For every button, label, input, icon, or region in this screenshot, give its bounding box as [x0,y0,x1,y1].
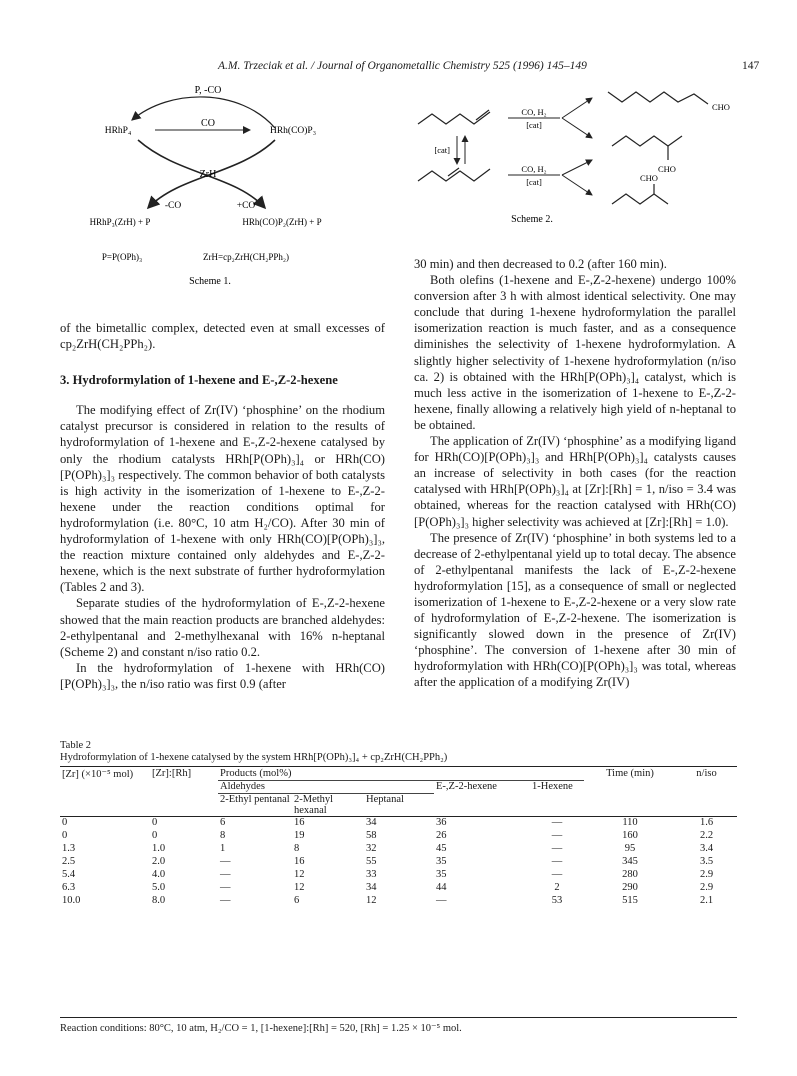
cell-ethyl: — [220,882,231,893]
cell-niso: 2.1 [699,895,714,906]
cell-time: 95 [624,843,636,854]
heptanal-structure [608,92,708,104]
table-top-rule [60,766,737,767]
section-heading: 3. Hydroformylation of 1-hexene and E-,Z-2-hexene [60,373,338,388]
header-1hexene: 1-Hexene [530,781,584,794]
cell-e2hexene: 35 [436,856,447,867]
cell-zr: 1.3 [62,843,76,854]
lower-conditions: CO, H₂ [521,164,547,174]
scheme1-arrow-label: CO [201,118,215,129]
scheme-2-diagram [412,80,752,230]
left-column [60,320,385,692]
header-time: Time (min) [606,768,654,779]
right-paragraph-1: 30 min) and then decreased to 0.2 (after 160 min). [414,257,667,271]
2-ethylpentanal-structure [612,194,668,204]
scheme1-legend-zrh: ZrH=cp₂ZrH(CH₂PPh₂) [203,252,289,262]
right-paragraph-4: The presence of Zr(IV) ‘phosphine’ in both systems led to a decrease of 2-ethylpentanal yield up to total decay. The absence of 2-ethylpentanal manifests the lack of E-,Z-2-hexene hydroformylation [15], as a consequence of small or neglected isomerization of 1-hexene to E-,Z-2-hexene or a very slow rate of hydroformylation of E-,Z-2-hexene. The isomerization is significantly slowed down in the presence of Zr(IV) ‘phosphine’. The conversion of 1-hexene after 30 min of hydroformylation with HRh(CO)[P(OPh)₃]₃ was total, whereas after the application of a modifying Zr(IV) [414,530,736,690]
cell-ethyl: 1 [220,843,226,854]
cell-ratio: 0 [152,817,158,828]
table-row [60,817,737,831]
cell-methyl: 12 [294,882,305,893]
header-niso: n/iso [696,768,717,779]
cell-e2hexene: 44 [436,882,447,893]
scheme-1-diagram [60,80,360,295]
cell-ratio: 8.0 [152,895,166,906]
header-ratio: [Zr]:[Rh] [152,768,192,779]
arrow-to-ethylpentanal [562,175,592,195]
cell-ethyl: 6 [220,817,226,828]
cell-methyl: 19 [294,830,305,841]
cell-ratio: 0 [152,830,158,841]
cell-ratio: 5.0 [152,882,166,893]
table-header-row-1 [60,768,737,781]
header-heptanal: Heptanal [364,794,434,817]
scheme1-center-label: ZrH [199,169,217,180]
cell-ethyl: — [220,895,231,906]
cell-e2hexene: 45 [436,843,447,854]
table-2 [60,768,737,908]
cell-zr: 10.0 [62,895,81,906]
table-body [60,817,737,909]
cell-e2hexene: — [436,895,447,906]
cell-zr: 2.5 [62,856,76,867]
cell-hexene1: — [551,843,563,854]
upper-cat: [cat] [526,120,542,130]
cell-niso: 2.9 [699,869,714,880]
cell-ethyl: — [220,856,231,867]
left-paragraph-1: of the bimetallic complex, detected even at small excesses of cp₂ZrH(CH₂PPh₂). [60,321,385,352]
scheme1-minus-co: -CO [164,201,182,211]
cell-niso: 3.4 [699,843,714,854]
scheme1-left-top: HRhP₄ [104,126,132,136]
cho-bottom: CHO [640,173,658,183]
2-methylhexanal-structure [612,136,682,146]
cell-methyl: 6 [294,895,300,906]
table-header-row-2 [60,781,737,794]
cell-methyl: 12 [294,869,305,880]
cell-niso: 1.6 [699,817,714,828]
cell-methyl: 16 [294,856,305,867]
cell-time: 345 [622,856,638,867]
cell-heptanal: 32 [366,843,377,854]
scheme1-left-bottom: HRhP₃(ZrH) + P [89,217,151,227]
arrow-to-methylhexanal-2 [562,160,592,175]
header-products: Products (mol%) [220,768,292,779]
cell-time: 515 [622,895,638,906]
cell-niso: 2.2 [699,830,714,841]
header-aldehydes: Aldehydes [218,781,434,794]
cell-ratio: 4.0 [152,869,166,880]
cell-niso: 2.9 [699,882,714,893]
cell-hexene1: 2 [554,882,560,893]
cell-time: 160 [622,830,638,841]
cell-ethyl: 8 [220,830,226,841]
cell-ratio: 2.0 [152,856,166,867]
cell-heptanal: 34 [366,817,377,828]
right-paragraph-2: Both olefins (1-hexene and E-,Z-2-hexene) undergo 100% conversion after 3 h with almost identical selectivity. One may conclude that during 1-hexene hydroformylation the parallel isomerization reaction is much faster, and as a consequence diminishes the selectivity of 1-hexene hydroformylation. A slightly higher selectivity of 1-hexene hydroformylation (n/iso ca. 2) is obtained with the HRh[P(OPh)₃]₄ catalyst, which is much less active in the isomerization of 1-hexene to E-,Z-2-hexene, finally allowing a relatively high yield of n-heptanal to be obtained. [414,273,736,432]
arrow-to-heptanal [562,98,592,118]
scheme1-plus-co: +CO [236,201,256,211]
table-row [60,895,737,908]
upper-conditions: CO, H₂ [521,107,547,117]
cell-zr: 0 [62,830,68,841]
iso-cat-label: [cat] [434,145,450,155]
page-number: 147 [742,60,760,72]
cell-hexene1: — [551,856,563,867]
cell-e2hexene: 26 [436,830,447,841]
lower-cat: [cat] [526,177,542,187]
running-header [0,60,797,78]
cell-time: 280 [622,869,638,880]
scheme1-caption: Scheme 1. [189,276,231,287]
cell-hexene1: — [551,817,563,828]
cell-heptanal: 55 [366,856,377,867]
cell-methyl: 16 [294,817,305,828]
scheme2-caption: Scheme 2. [511,214,553,225]
scheme1-right-top: HRh(CO)P₃ [269,126,317,136]
left-paragraph-2: The modifying effect of Zr(IV) ‘phosphine’ on the rhodium catalyst precursor is considered in relation to the results of hydroformylation of 1-hexene and E-,Z-2-hexene catalysed by only the rhodium catalysts HRh[P(OPh)₃]₄ or HRh(CO)[P(OPh)₃]₃ respectively. The common behavior of both catalysts is high activity in the isomerization of 1-hexene to E-,Z-2-hexene under the reaction conditions optimal for hydroformylation (i.e. 80°C, 10 atm H₂/CO). After 30 min of hydroformylation of 1-hexene with only HRh(CO)[P(OPh)₃]₃, the reaction mixture contained only aldehydes and E-,Z-2-hexene, which is the next substrate of further hydroformylation (Tables 2 and 3). [60,403,385,595]
header-zr: [Zr] (×10⁻⁵ mol) [62,769,134,780]
cell-hexene1: 53 [551,895,563,906]
table-header-row-3 [60,794,737,817]
table-row [60,843,737,856]
cell-zr: 5.4 [62,869,76,880]
cell-ratio: 1.0 [152,843,166,854]
cell-zr: 6.3 [62,882,76,893]
cell-heptanal: 12 [366,895,377,906]
cell-ethyl: — [220,869,231,880]
table-row [60,882,737,895]
cell-hexene1: — [551,830,563,841]
left-paragraph-3: Separate studies of the hydroformylation of E-,Z-2-hexene showed that the main reaction products are branched aldehydes: 2-ethylpentanal and 2-methylhexanal with 16% n-heptanal (Scheme 2) and constant n/iso ratio 0.2. [60,596,385,659]
table-label: Table 2 [60,740,92,751]
table-footnote: Reaction conditions: 80°C, 10 atm, H₂/CO = 1, [1-hexene]:[Rh] = 520, [Rh] = 1.25 × 10⁻⁵ mol. [60,1023,462,1034]
cell-time: 110 [622,817,638,828]
cell-hexene1: — [551,869,563,880]
cell-heptanal: 34 [366,882,377,893]
cho-top: CHO [712,102,730,112]
cell-e2hexene: 36 [436,817,447,828]
cell-time: 290 [622,882,638,893]
table-row [60,869,737,882]
header-e2hexene: E-,Z-2-hexene [434,781,530,794]
2-hexene-structure [418,169,490,181]
cell-zr: 0 [62,817,68,828]
table-row [60,830,737,843]
cho-mid: CHO [658,164,676,174]
arrow-to-methylhexanal [562,118,592,138]
table-title: Hydroformylation of 1-hexene catalysed by the system HRh[P(OPh)₃]₄ + cp₂ZrH(CH₂PPh₂) [60,752,448,763]
cell-e2hexene: 35 [436,869,447,880]
header-2-ethyl: 2-Ethyl pentanal [218,794,292,817]
cell-heptanal: 33 [366,869,377,880]
table-bottom-rule [60,1017,737,1018]
cell-methyl: 8 [294,843,300,854]
right-column [414,256,736,691]
scheme1-legend-p: P=P(OPh)₃ [101,252,143,262]
scheme1-top-label: P, -CO [194,85,222,96]
table-row [60,856,737,869]
scheme1-right-bottom: HRh(CO)P₂(ZrH) + P [242,217,322,227]
right-paragraph-3: The application of Zr(IV) ‘phosphine’ as a modifying ligand for HRh(CO)[P(OPh)₃]₃ and HRh[P(OPh)₃]₄ catalysts causes an increase of selectivity in both cases (for the reaction catalysed with HRh[P(OPh)₃]₄ at [Zr]:[Rh] = 1, n/iso = 3.4 was obtained, whereas for the reaction catalysed with HRh(CO)[P(OPh)₃]₃ higher selectivity was achieved at [Zr]:[Rh] = 1.0). [414,434,736,529]
running-title: A.M. Trzeciak et al. / Journal of Organometallic Chemistry 525 (1996) 145–149 [218,60,587,72]
header-2-methyl: 2-Methyl hexanal [292,794,364,817]
left-paragraph-4: In the hydroformylation of 1-hexene with HRh(CO)[P(OPh)₃]₃, the n/iso ratio was first 0.9 (after [60,660,385,691]
cell-niso: 3.5 [699,856,714,867]
cell-heptanal: 58 [366,830,377,841]
